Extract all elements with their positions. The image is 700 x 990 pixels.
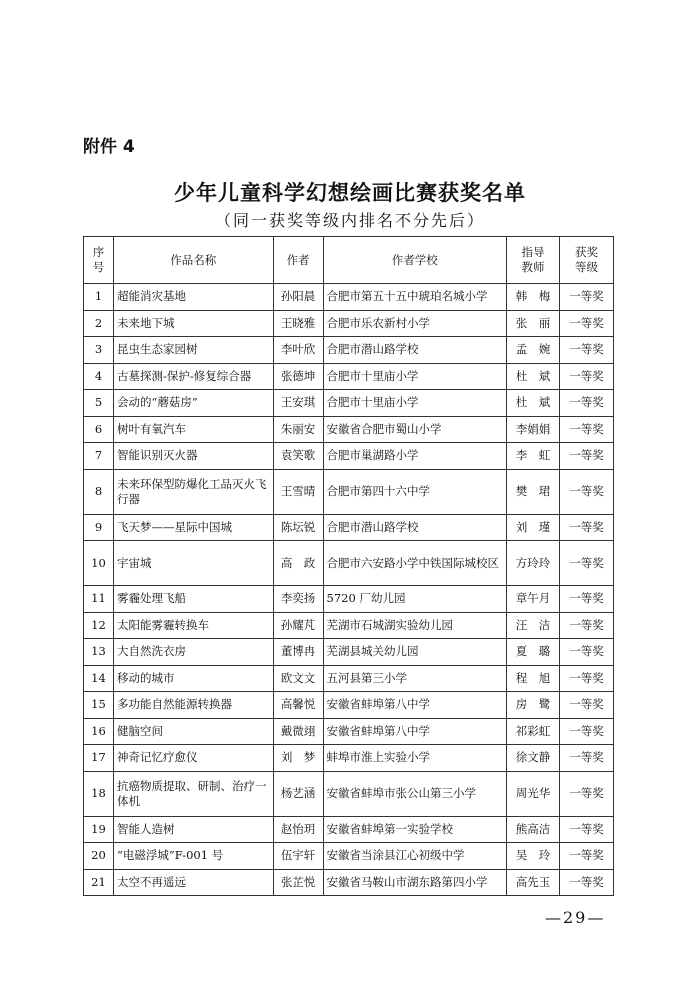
cell-school: 合肥市第四十六中学 xyxy=(323,469,507,514)
cell-teacher: 高先玉 xyxy=(507,869,560,896)
cell-school: 芜湖县城关幼儿园 xyxy=(323,639,507,666)
cell-work-title: 会动的“蘑菇房” xyxy=(113,390,273,417)
table-header-row xyxy=(84,237,614,284)
cell-teacher: 程 旭 xyxy=(507,665,560,692)
cell-award: 一等奖 xyxy=(560,541,614,586)
cell-work-title: 超能消灾基地 xyxy=(113,284,273,311)
cell-school: 合肥市潜山路学校 xyxy=(323,514,507,541)
cell-school: 合肥市巢湖路小学 xyxy=(323,443,507,470)
table-row xyxy=(84,586,614,613)
header-school: 作者学校 xyxy=(323,237,507,284)
cell-teacher: 张 丽 xyxy=(507,310,560,337)
cell-award: 一等奖 xyxy=(560,469,614,514)
cell-award: 一等奖 xyxy=(560,745,614,772)
cell-teacher: 章午月 xyxy=(507,586,560,613)
cell-school: 合肥市十里庙小学 xyxy=(323,363,507,390)
cell-work-title: 太空不再遥远 xyxy=(113,869,273,896)
cell-school: 安徽省当涂县江心初级中学 xyxy=(323,843,507,870)
cell-award: 一等奖 xyxy=(560,310,614,337)
cell-award: 一等奖 xyxy=(560,718,614,745)
cell-index: 11 xyxy=(84,586,114,613)
cell-index: 10 xyxy=(84,541,114,586)
cell-school: 合肥市潜山路学校 xyxy=(323,337,507,364)
cell-work-title: 飞天梦——星际中国城 xyxy=(113,514,273,541)
cell-award: 一等奖 xyxy=(560,639,614,666)
cell-work-title: 未来环保型防爆化工品灭火飞行器 xyxy=(113,469,273,514)
cell-author: 李叶欣 xyxy=(273,337,323,364)
cell-index: 14 xyxy=(84,665,114,692)
cell-work-title: 神奇记忆疗愈仪 xyxy=(113,745,273,772)
attachment-label: 附件 4 xyxy=(83,137,135,157)
table-row xyxy=(84,816,614,843)
table-row xyxy=(84,692,614,719)
cell-award: 一等奖 xyxy=(560,771,614,816)
cell-author: 戴微翊 xyxy=(273,718,323,745)
cell-teacher: 方玲玲 xyxy=(507,541,560,586)
cell-work-title: 健脑空间 xyxy=(113,718,273,745)
cell-school: 安徽省蚌埠第八中学 xyxy=(323,718,507,745)
cell-work-title: 昆虫生态家园树 xyxy=(113,337,273,364)
cell-author: 杨艺涵 xyxy=(273,771,323,816)
table-row xyxy=(84,469,614,514)
table-row xyxy=(84,612,614,639)
cell-work-title: 雾霾处理飞船 xyxy=(113,586,273,613)
table-row xyxy=(84,745,614,772)
cell-award: 一等奖 xyxy=(560,337,614,364)
cell-award: 一等奖 xyxy=(560,816,614,843)
header-award: 获奖等级 xyxy=(560,237,614,284)
cell-author: 高馨悦 xyxy=(273,692,323,719)
cell-award: 一等奖 xyxy=(560,869,614,896)
cell-teacher: 樊 珺 xyxy=(507,469,560,514)
cell-work-title: 智能人造树 xyxy=(113,816,273,843)
table-row xyxy=(84,363,614,390)
cell-school: 合肥市十里庙小学 xyxy=(323,390,507,417)
table-row xyxy=(84,771,614,816)
cell-teacher: 孟 婉 xyxy=(507,337,560,364)
cell-author: 孙耀芃 xyxy=(273,612,323,639)
cell-work-title: 移动的城市 xyxy=(113,665,273,692)
cell-work-title: 大自然洗衣房 xyxy=(113,639,273,666)
cell-teacher: 房 鹭 xyxy=(507,692,560,719)
cell-index: 15 xyxy=(84,692,114,719)
header-teacher: 指导教师 xyxy=(507,237,560,284)
cell-award: 一等奖 xyxy=(560,843,614,870)
cell-school: 芜湖市石城湖实验幼儿园 xyxy=(323,612,507,639)
cell-author: 伍宇轩 xyxy=(273,843,323,870)
cell-index: 16 xyxy=(84,718,114,745)
cell-author: 李奕扬 xyxy=(273,586,323,613)
page-subtitle: （同一获奖等级内排名不分先后） xyxy=(214,211,485,230)
table-row xyxy=(84,639,614,666)
cell-index: 5 xyxy=(84,390,114,417)
cell-teacher: 杜 斌 xyxy=(507,390,560,417)
cell-teacher: 熊高洁 xyxy=(507,816,560,843)
cell-teacher: 祁彩虹 xyxy=(507,718,560,745)
table-row xyxy=(84,416,614,443)
table-row xyxy=(84,541,614,586)
cell-award: 一等奖 xyxy=(560,443,614,470)
table-row xyxy=(84,443,614,470)
cell-author: 董博冉 xyxy=(273,639,323,666)
cell-index: 13 xyxy=(84,639,114,666)
header-author: 作者 xyxy=(273,237,323,284)
cell-author: 赵怡玥 xyxy=(273,816,323,843)
cell-index: 2 xyxy=(84,310,114,337)
cell-author: 张德坤 xyxy=(273,363,323,390)
cell-teacher: 韩 梅 xyxy=(507,284,560,311)
cell-school: 合肥市第五十五中琥珀名城小学 xyxy=(323,284,507,311)
cell-work-title: 抗癌物质提取、研制、治疗一体机 xyxy=(113,771,273,816)
cell-school: 合肥市六安路小学中铁国际城校区 xyxy=(323,541,507,586)
cell-school: 五河县第三小学 xyxy=(323,665,507,692)
cell-author: 孙阳晨 xyxy=(273,284,323,311)
cell-author: 王雪晴 xyxy=(273,469,323,514)
cell-school: 安徽省蚌埠第一实验学校 xyxy=(323,816,507,843)
cell-teacher: 刘 瑾 xyxy=(507,514,560,541)
cell-award: 一等奖 xyxy=(560,586,614,613)
table-row xyxy=(84,718,614,745)
cell-school: 安徽省马鞍山市湖东路第四小学 xyxy=(323,869,507,896)
cell-author: 刘 梦 xyxy=(273,745,323,772)
cell-teacher: 徐文静 xyxy=(507,745,560,772)
table-row xyxy=(84,284,614,311)
cell-school: 合肥市乐农新村小学 xyxy=(323,310,507,337)
award-table xyxy=(83,236,614,896)
cell-index: 8 xyxy=(84,469,114,514)
cell-author: 欧文文 xyxy=(273,665,323,692)
cell-index: 21 xyxy=(84,869,114,896)
cell-index: 7 xyxy=(84,443,114,470)
page-number: —29— xyxy=(545,908,606,927)
cell-author: 王晓雅 xyxy=(273,310,323,337)
cell-work-title: 多功能自然能源转换器 xyxy=(113,692,273,719)
cell-author: 袁笑歌 xyxy=(273,443,323,470)
cell-work-title: 太阳能雾霾转换车 xyxy=(113,612,273,639)
cell-award: 一等奖 xyxy=(560,514,614,541)
cell-teacher: 夏 璐 xyxy=(507,639,560,666)
cell-work-title: 宇宙城 xyxy=(113,541,273,586)
cell-index: 9 xyxy=(84,514,114,541)
page-title: 少年儿童科学幻想绘画比赛获奖名单 xyxy=(174,180,526,205)
cell-index: 1 xyxy=(84,284,114,311)
cell-work-title: 未来地下城 xyxy=(113,310,273,337)
cell-school: 安徽省蚌埠市张公山第三小学 xyxy=(323,771,507,816)
cell-teacher: 周光华 xyxy=(507,771,560,816)
cell-index: 12 xyxy=(84,612,114,639)
cell-index: 19 xyxy=(84,816,114,843)
cell-teacher: 吴 玲 xyxy=(507,843,560,870)
cell-index: 6 xyxy=(84,416,114,443)
table-row xyxy=(84,514,614,541)
cell-index: 3 xyxy=(84,337,114,364)
cell-teacher: 李 虹 xyxy=(507,443,560,470)
cell-award: 一等奖 xyxy=(560,416,614,443)
cell-work-title: “电磁浮城”F-001 号 xyxy=(113,843,273,870)
cell-award: 一等奖 xyxy=(560,692,614,719)
cell-author: 高 政 xyxy=(273,541,323,586)
table-row xyxy=(84,665,614,692)
cell-author: 张芷悦 xyxy=(273,869,323,896)
cell-teacher: 杜 斌 xyxy=(507,363,560,390)
cell-teacher: 汪 洁 xyxy=(507,612,560,639)
cell-school: 5720 厂幼儿园 xyxy=(323,586,507,613)
cell-author: 王安琪 xyxy=(273,390,323,417)
table-row xyxy=(84,843,614,870)
cell-award: 一等奖 xyxy=(560,665,614,692)
header-work-title: 作品名称 xyxy=(113,237,273,284)
cell-work-title: 智能识别灭火器 xyxy=(113,443,273,470)
table-row xyxy=(84,390,614,417)
cell-index: 20 xyxy=(84,843,114,870)
cell-index: 17 xyxy=(84,745,114,772)
cell-award: 一等奖 xyxy=(560,390,614,417)
cell-author: 朱丽安 xyxy=(273,416,323,443)
cell-school: 蚌埠市淮上实验小学 xyxy=(323,745,507,772)
header-index: 序号 xyxy=(84,237,114,284)
table-row xyxy=(84,869,614,896)
cell-award: 一等奖 xyxy=(560,612,614,639)
table-row xyxy=(84,337,614,364)
cell-author: 陈坛锐 xyxy=(273,514,323,541)
cell-teacher: 李娟娟 xyxy=(507,416,560,443)
cell-index: 18 xyxy=(84,771,114,816)
cell-work-title: 古墓探测-保护-修复综合器 xyxy=(113,363,273,390)
cell-school: 安徽省合肥市蜀山小学 xyxy=(323,416,507,443)
cell-school: 安徽省蚌埠第八中学 xyxy=(323,692,507,719)
cell-award: 一等奖 xyxy=(560,363,614,390)
cell-work-title: 树叶有氧汽车 xyxy=(113,416,273,443)
table-row xyxy=(84,310,614,337)
cell-index: 4 xyxy=(84,363,114,390)
cell-award: 一等奖 xyxy=(560,284,614,311)
